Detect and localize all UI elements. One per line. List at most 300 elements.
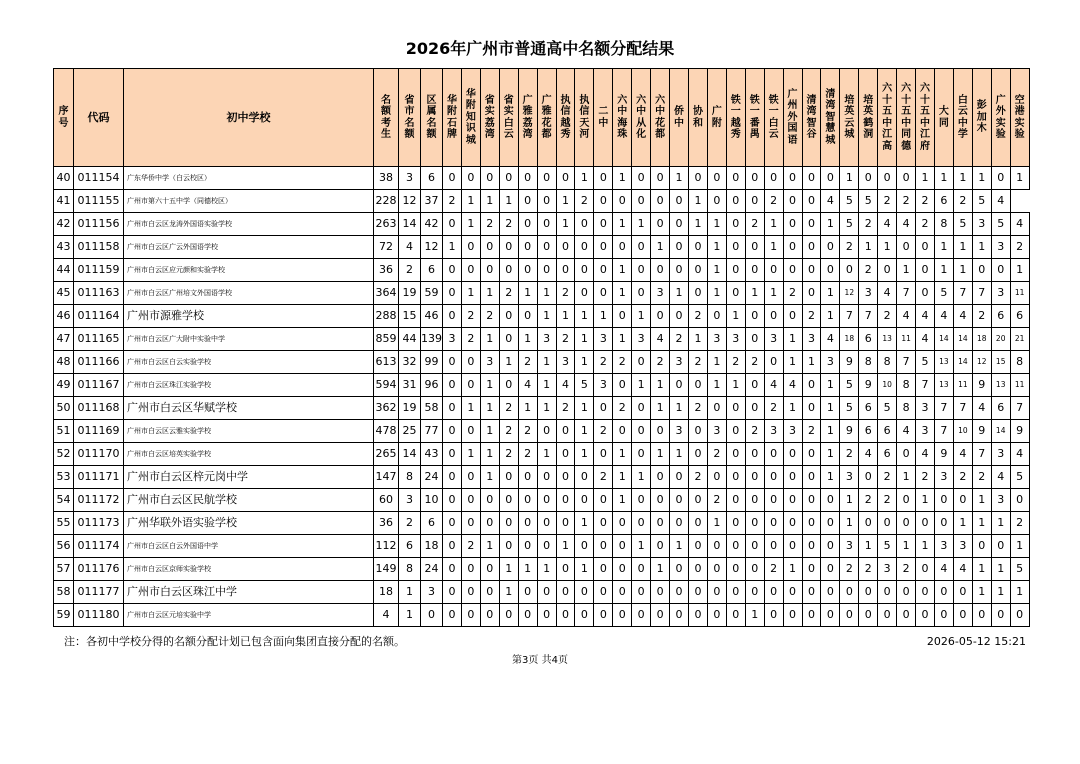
- quota-cell: 6: [991, 305, 1010, 328]
- quota-cell: 1: [461, 443, 480, 466]
- quota-cell: 1: [556, 190, 575, 213]
- quota-cell: 2: [399, 259, 421, 282]
- quota-cell: 0: [745, 167, 764, 190]
- quota-cell: 7: [934, 397, 953, 420]
- row-seq: 48: [54, 351, 74, 374]
- quota-cell: 613: [374, 351, 399, 374]
- quota-cell: 0: [443, 282, 462, 305]
- quota-cell: 9: [972, 420, 991, 443]
- quota-cell: 0: [1010, 604, 1029, 627]
- quota-cell: 5: [840, 374, 859, 397]
- quota-cell: 0: [688, 512, 707, 535]
- quota-cell: 0: [632, 236, 651, 259]
- quota-cell: 1: [499, 190, 518, 213]
- quota-cell: 0: [972, 259, 991, 282]
- quota-cell: 1: [613, 443, 632, 466]
- school-code: 011168: [74, 397, 124, 420]
- quota-cell: 12: [421, 236, 443, 259]
- quota-cell: 2: [859, 259, 878, 282]
- quota-cell: 0: [802, 581, 821, 604]
- quota-cell: 1: [707, 213, 726, 236]
- quota-cell: 0: [537, 236, 556, 259]
- quota-cell: 0: [688, 420, 707, 443]
- row-seq: 55: [54, 512, 74, 535]
- quota-cell: 2: [783, 282, 802, 305]
- quota-cell: 3: [556, 351, 575, 374]
- quota-cell: 0: [575, 466, 594, 489]
- quota-cell: 0: [461, 558, 480, 581]
- school-name: 广州市白云区元培实验中学: [124, 604, 374, 627]
- quota-cell: 11: [1010, 374, 1029, 397]
- quota-cell: 3: [934, 535, 953, 558]
- quota-cell: 1: [613, 489, 632, 512]
- quota-cell: 0: [916, 259, 935, 282]
- column-header: 省市名额: [399, 69, 421, 167]
- header-code: 代码: [74, 69, 124, 167]
- quota-cell: 2: [518, 443, 537, 466]
- quota-cell: 0: [499, 489, 518, 512]
- quota-cell: 0: [745, 328, 764, 351]
- quota-cell: 1: [480, 282, 499, 305]
- quota-cell: 0: [670, 374, 689, 397]
- quota-cell: 0: [518, 213, 537, 236]
- quota-cell: 0: [764, 512, 783, 535]
- quota-cell: 228: [374, 190, 399, 213]
- quota-cell: 4: [953, 305, 972, 328]
- quota-cell: 1: [972, 558, 991, 581]
- quota-cell: 1: [726, 305, 745, 328]
- quota-cell: 1: [953, 512, 972, 535]
- quota-cell: 8: [859, 351, 878, 374]
- table-row: [54, 236, 1030, 259]
- quota-cell: 0: [480, 558, 499, 581]
- quota-cell: 13: [878, 328, 897, 351]
- quota-cell: 4: [972, 397, 991, 420]
- quota-cell: 3: [707, 328, 726, 351]
- table-row: [54, 443, 1030, 466]
- quota-cell: 0: [575, 236, 594, 259]
- quota-cell: 1: [916, 167, 935, 190]
- quota-cell: 1: [575, 167, 594, 190]
- quota-cell: 2: [594, 466, 613, 489]
- quota-cell: 1: [651, 236, 670, 259]
- quota-cell: 0: [707, 167, 726, 190]
- quota-cell: 15: [991, 351, 1010, 374]
- quota-cell: 2: [480, 213, 499, 236]
- column-header: 清湾智慧城: [821, 69, 840, 167]
- school-code: 011172: [74, 489, 124, 512]
- quota-cell: 0: [575, 489, 594, 512]
- quota-cell: 0: [518, 512, 537, 535]
- quota-cell: 0: [461, 167, 480, 190]
- quota-cell: 1: [613, 282, 632, 305]
- quota-cell: 2: [707, 443, 726, 466]
- quota-cell: 0: [632, 397, 651, 420]
- quota-cell: 1: [707, 374, 726, 397]
- quota-cell: 0: [556, 259, 575, 282]
- quota-cell: 2: [613, 351, 632, 374]
- quota-cell: 0: [499, 512, 518, 535]
- quota-cell: 1: [840, 167, 859, 190]
- quota-cell: 6: [934, 190, 953, 213]
- quota-cell: 1: [480, 328, 499, 351]
- quota-cell: 0: [613, 512, 632, 535]
- quota-cell: 0: [802, 282, 821, 305]
- quota-cell: 0: [518, 305, 537, 328]
- quota-cell: 0: [878, 604, 897, 627]
- row-seq: 41: [54, 190, 74, 213]
- quota-cell: 1: [480, 535, 499, 558]
- quota-cell: 6: [421, 167, 443, 190]
- column-header: 广州外国语: [783, 69, 802, 167]
- quota-cell: 2: [878, 466, 897, 489]
- quota-cell: 14: [991, 420, 1010, 443]
- quota-cell: 0: [556, 581, 575, 604]
- quota-cell: 0: [783, 190, 802, 213]
- quota-cell: 43: [421, 443, 443, 466]
- quota-cell: 1: [575, 443, 594, 466]
- row-seq: 53: [54, 466, 74, 489]
- quota-cell: 4: [916, 305, 935, 328]
- quota-cell: 0: [594, 604, 613, 627]
- quota-cell: 11: [897, 328, 916, 351]
- school-code: 011177: [74, 581, 124, 604]
- quota-cell: 4: [916, 443, 935, 466]
- quota-cell: 1: [859, 236, 878, 259]
- quota-cell: 0: [783, 259, 802, 282]
- quota-cell: 1: [821, 466, 840, 489]
- quota-cell: 1: [594, 305, 613, 328]
- quota-cell: 3: [443, 328, 462, 351]
- quota-cell: 0: [651, 167, 670, 190]
- quota-cell: 1: [480, 466, 499, 489]
- table-row: [54, 535, 1030, 558]
- quota-cell: 0: [480, 512, 499, 535]
- quota-cell: 0: [726, 466, 745, 489]
- quota-cell: 0: [934, 604, 953, 627]
- quota-cell: 0: [594, 282, 613, 305]
- quota-cell: 0: [934, 489, 953, 512]
- quota-cell: 0: [594, 581, 613, 604]
- quota-cell: 0: [802, 213, 821, 236]
- quota-cell: 1: [991, 512, 1010, 535]
- quota-cell: 0: [783, 466, 802, 489]
- quota-cell: 0: [594, 535, 613, 558]
- quota-cell: 9: [840, 420, 859, 443]
- quota-cell: 0: [897, 167, 916, 190]
- table-row: [54, 489, 1030, 512]
- quota-cell: 2: [518, 420, 537, 443]
- quota-cell: 1: [821, 282, 840, 305]
- quota-cell: 1: [840, 512, 859, 535]
- column-header: 执信越秀: [556, 69, 575, 167]
- quota-cell: 0: [897, 581, 916, 604]
- quota-cell: 1: [821, 213, 840, 236]
- quota-cell: 0: [518, 604, 537, 627]
- quota-cell: 0: [613, 374, 632, 397]
- quota-cell: 0: [745, 305, 764, 328]
- quota-cell: 0: [726, 397, 745, 420]
- quota-cell: 4: [897, 213, 916, 236]
- quota-cell: 1: [972, 581, 991, 604]
- footnote: 注：各初中学校分得的名额分配计划已包含面向集团直接分配的名额。: [64, 635, 405, 648]
- quota-cell: 12: [972, 351, 991, 374]
- quota-cell: 0: [688, 604, 707, 627]
- quota-cell: 1: [537, 305, 556, 328]
- quota-cell: 2: [1010, 236, 1029, 259]
- quota-cell: 1: [688, 190, 707, 213]
- quota-cell: 42: [421, 213, 443, 236]
- quota-cell: 0: [764, 259, 783, 282]
- column-header: 白云中学: [953, 69, 972, 167]
- quota-cell: 4: [764, 374, 783, 397]
- quota-cell: 0: [707, 558, 726, 581]
- quota-cell: 2: [916, 213, 935, 236]
- quota-cell: 31: [399, 374, 421, 397]
- quota-cell: 0: [783, 167, 802, 190]
- quota-cell: 7: [972, 443, 991, 466]
- quota-cell: 0: [897, 489, 916, 512]
- quota-cell: 1: [764, 282, 783, 305]
- quota-cell: 0: [897, 512, 916, 535]
- table-row: [54, 351, 1030, 374]
- quota-cell: 0: [726, 489, 745, 512]
- column-header: 二中: [594, 69, 613, 167]
- quota-cell: 1: [443, 236, 462, 259]
- quota-cell: 0: [802, 397, 821, 420]
- table-row: [54, 374, 1030, 397]
- quota-cell: 3: [916, 397, 935, 420]
- quota-cell: 2: [688, 397, 707, 420]
- quota-cell: 0: [443, 581, 462, 604]
- quota-cell: 0: [764, 167, 783, 190]
- quota-cell: 0: [726, 558, 745, 581]
- quota-cell: 4: [953, 558, 972, 581]
- quota-cell: 1: [556, 535, 575, 558]
- quota-cell: 3: [632, 328, 651, 351]
- quota-cell: 8: [897, 374, 916, 397]
- quota-cell: 18: [972, 328, 991, 351]
- quota-cell: 4: [991, 190, 1010, 213]
- quota-cell: 7: [859, 305, 878, 328]
- quota-cell: 0: [461, 604, 480, 627]
- quota-cell: 1: [537, 351, 556, 374]
- quota-cell: 2: [859, 213, 878, 236]
- quota-cell: 3: [670, 420, 689, 443]
- quota-cell: 2: [461, 328, 480, 351]
- quota-cell: 0: [632, 420, 651, 443]
- quota-cell: 99: [421, 351, 443, 374]
- quota-cell: 14: [953, 328, 972, 351]
- quota-cell: 1: [972, 167, 991, 190]
- quota-cell: 0: [594, 259, 613, 282]
- quota-cell: 3: [421, 581, 443, 604]
- row-seq: 56: [54, 535, 74, 558]
- quota-cell: 0: [499, 305, 518, 328]
- quota-cell: 1: [840, 489, 859, 512]
- quota-cell: 0: [802, 374, 821, 397]
- quota-cell: 0: [443, 213, 462, 236]
- school-code: 011156: [74, 213, 124, 236]
- quota-cell: 3: [670, 351, 689, 374]
- quota-cell: 5: [840, 397, 859, 420]
- school-code: 011167: [74, 374, 124, 397]
- quota-cell: 0: [707, 466, 726, 489]
- table-row: [54, 328, 1030, 351]
- quota-cell: 0: [953, 604, 972, 627]
- quota-cell: 32: [399, 351, 421, 374]
- quota-cell: 0: [537, 190, 556, 213]
- quota-cell: 0: [518, 535, 537, 558]
- quota-cell: 0: [670, 259, 689, 282]
- quota-cell: 0: [916, 236, 935, 259]
- quota-cell: 6: [859, 397, 878, 420]
- column-header: 清湾智谷: [802, 69, 821, 167]
- row-seq: 40: [54, 167, 74, 190]
- quota-cell: 0: [802, 512, 821, 535]
- quota-cell: 1: [399, 581, 421, 604]
- quota-cell: 2: [840, 558, 859, 581]
- quota-cell: 0: [518, 190, 537, 213]
- quota-cell: 0: [821, 581, 840, 604]
- quota-cell: 0: [670, 489, 689, 512]
- quota-cell: 0: [916, 581, 935, 604]
- quota-cell: 0: [745, 374, 764, 397]
- quota-cell: 0: [821, 167, 840, 190]
- quota-cell: 59: [421, 282, 443, 305]
- quota-cell: 0: [594, 512, 613, 535]
- column-header: 名额考生: [374, 69, 399, 167]
- quota-cell: 0: [613, 604, 632, 627]
- table-header-row: [54, 69, 1030, 167]
- quota-cell: 58: [421, 397, 443, 420]
- table-row: [54, 167, 1030, 190]
- quota-cell: 0: [651, 213, 670, 236]
- quota-cell: 2: [745, 213, 764, 236]
- quota-cell: 1: [632, 213, 651, 236]
- quota-cell: 0: [726, 282, 745, 305]
- quota-cell: 0: [651, 604, 670, 627]
- quota-cell: 0: [840, 259, 859, 282]
- quota-cell: 0: [783, 512, 802, 535]
- quota-cell: 0: [783, 535, 802, 558]
- quota-cell: 5: [859, 190, 878, 213]
- quota-cell: 0: [594, 213, 613, 236]
- quota-cell: 0: [499, 535, 518, 558]
- quota-cell: 1: [651, 374, 670, 397]
- quota-cell: 1: [556, 305, 575, 328]
- quota-cell: 9: [934, 443, 953, 466]
- quota-cell: 1: [707, 351, 726, 374]
- quota-cell: 2: [518, 351, 537, 374]
- quota-cell: 3: [802, 328, 821, 351]
- quota-cell: 1: [575, 328, 594, 351]
- quota-cell: 112: [374, 535, 399, 558]
- quota-cell: 0: [726, 512, 745, 535]
- quota-cell: 0: [651, 259, 670, 282]
- quota-cell: 0: [556, 558, 575, 581]
- quota-cell: 2: [613, 397, 632, 420]
- quota-cell: 0: [745, 259, 764, 282]
- quota-cell: 3: [399, 489, 421, 512]
- quota-cell: 6: [878, 420, 897, 443]
- quota-cell: 14: [953, 351, 972, 374]
- quota-cell: 1: [916, 535, 935, 558]
- column-header: 铁一越秀: [726, 69, 745, 167]
- quota-cell: 0: [461, 581, 480, 604]
- quota-cell: 0: [594, 397, 613, 420]
- quota-cell: 0: [443, 512, 462, 535]
- quota-cell: 0: [991, 259, 1010, 282]
- print-timestamp: 2026-05-12 15:21: [926, 635, 1026, 648]
- quota-cell: 0: [556, 489, 575, 512]
- quota-cell: 8: [399, 466, 421, 489]
- quota-cell: 0: [802, 443, 821, 466]
- quota-cell: 1: [878, 236, 897, 259]
- quota-cell: 0: [651, 420, 670, 443]
- quota-cell: 2: [594, 351, 613, 374]
- quota-cell: 3: [991, 282, 1010, 305]
- quota-cell: 0: [443, 397, 462, 420]
- quota-cell: 1: [480, 374, 499, 397]
- quota-cell: 0: [632, 259, 651, 282]
- quota-cell: 0: [537, 466, 556, 489]
- quota-cell: 1: [632, 466, 651, 489]
- quota-cell: 0: [651, 466, 670, 489]
- quota-cell: 4: [934, 305, 953, 328]
- quota-cell: 2: [802, 305, 821, 328]
- quota-cell: 0: [461, 466, 480, 489]
- quota-cell: 6: [1010, 305, 1029, 328]
- quota-cell: 0: [537, 535, 556, 558]
- quota-cell: 2: [764, 558, 783, 581]
- quota-cell: 0: [726, 535, 745, 558]
- quota-cell: 0: [802, 236, 821, 259]
- quota-cell: 2: [443, 190, 462, 213]
- quota-cell: 0: [480, 489, 499, 512]
- column-header: 六十五中同德: [897, 69, 916, 167]
- quota-cell: 364: [374, 282, 399, 305]
- quota-cell: 0: [726, 190, 745, 213]
- quota-cell: 12: [399, 190, 421, 213]
- quota-cell: 19: [399, 282, 421, 305]
- quota-cell: 3: [878, 558, 897, 581]
- quota-cell: 4: [991, 466, 1010, 489]
- quota-cell: 2: [764, 190, 783, 213]
- quota-cell: 0: [651, 305, 670, 328]
- quota-cell: 0: [480, 581, 499, 604]
- quota-cell: 0: [688, 535, 707, 558]
- table-row: [54, 581, 1030, 604]
- quota-cell: 7: [840, 305, 859, 328]
- column-header: 省实白云: [499, 69, 518, 167]
- quota-cell: 0: [745, 581, 764, 604]
- quota-cell: 4: [556, 374, 575, 397]
- quota-cell: 3: [972, 213, 991, 236]
- quota-cell: 0: [953, 489, 972, 512]
- column-header: 六中花都: [651, 69, 670, 167]
- quota-cell: 1: [916, 489, 935, 512]
- quota-cell: 44: [399, 328, 421, 351]
- quota-cell: 11: [1010, 282, 1029, 305]
- quota-cell: 0: [897, 443, 916, 466]
- quota-cell: 2: [878, 489, 897, 512]
- table-row: [54, 190, 1030, 213]
- quota-cell: 8: [897, 397, 916, 420]
- quota-cell: 2: [953, 466, 972, 489]
- row-seq: 59: [54, 604, 74, 627]
- quota-cell: 18: [374, 581, 399, 604]
